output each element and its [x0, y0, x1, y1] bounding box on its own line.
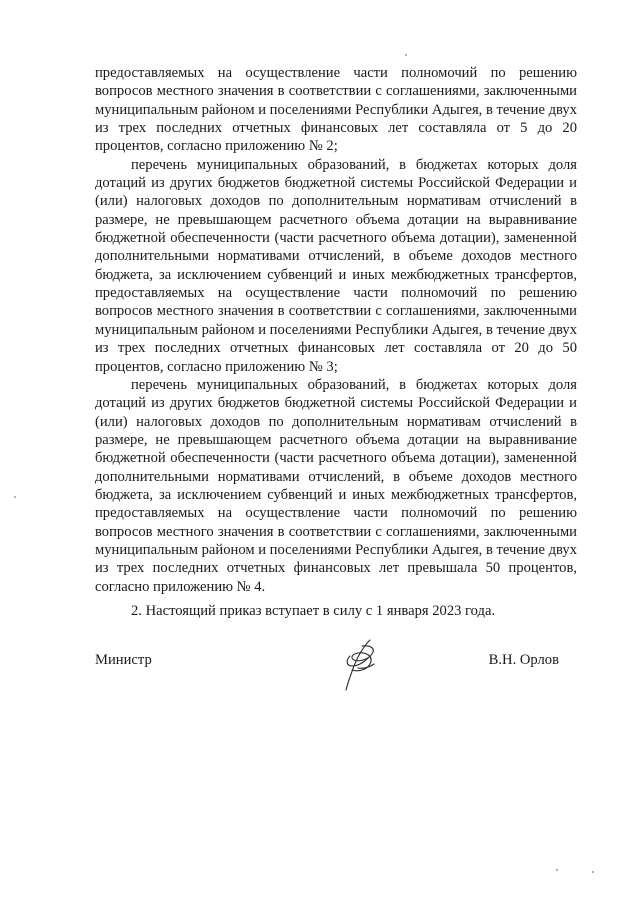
signatory-title: Министр [95, 652, 152, 668]
signatory-name: В.Н. Орлов [488, 652, 559, 668]
scan-speck [14, 496, 16, 498]
scan-speck [592, 871, 594, 873]
scan-speck [405, 54, 407, 56]
paragraph-list-item-3: перечень муниципальных образований, в бюджетах которых доля дотаций из других бюджетов бюджетной системы Российской Федерации и (или) налоговых доходов по дополнительным нормативам отчислений в размере, не превышающем расчетного объема дотации на выравнивание бюджетной обеспеченности (части расчетного объема дотации), замененной дополнительными нормативами отчислений, в объеме доходов местного бюджета, за исключением субвенций и иных межбюджетных трансфертов, предоставляемых на осуществление части полномочий по решению вопросов местного значения в соответствии с соглашениями, заключенными муниципальным районом и поселениями Республики Адыгея, в течение двух из трех последних отчетных финансовых лет составляла от 20 до 50 процентов, согласно приложению № 3; [95, 156, 577, 375]
paragraph-continuation: предоставляемых на осуществление части полномочий по решению вопросов местного значения в соответствии с соглашениями, заключенными муниципальным районом и поселениями Республики Адыгея, в течение двух из трех последних отчетных финансовых лет составляла от 5 до 20 процентов, согласно приложению № 2; [95, 65, 577, 155]
scan-speck [556, 869, 558, 871]
paragraph-list-item-4: перечень муниципальных образований, в бюджетах которых доля дотаций из других бюджетов бюджетной системы Российской Федерации и (или) налоговых доходов по дополнительным нормативам отчислений в размере, не превышающем расчетного объема дотации на выравнивание бюджетной обеспеченности (части расчетного объема дотации), замененной дополнительными нормативами отчислений, в объеме доходов местного бюджета, за исключением субвенций и иных межбюджетных трансфертов, предоставляемых на осуществление части полномочий по решению вопросов местного значения в соответствии с соглашениями, заключенными муниципальным районом и поселениями Республики Адыгея, в течение двух из трех последних отчетных финансовых лет превышала 50 процентов, согласно приложению № 4. [95, 376, 577, 595]
signature-block [95, 652, 577, 672]
order-clause-2: 2. Настоящий приказ вступает в силу с 1 января 2023 года. [131, 602, 496, 619]
handwritten-signature-icon [340, 636, 384, 694]
document-body [95, 64, 577, 620]
